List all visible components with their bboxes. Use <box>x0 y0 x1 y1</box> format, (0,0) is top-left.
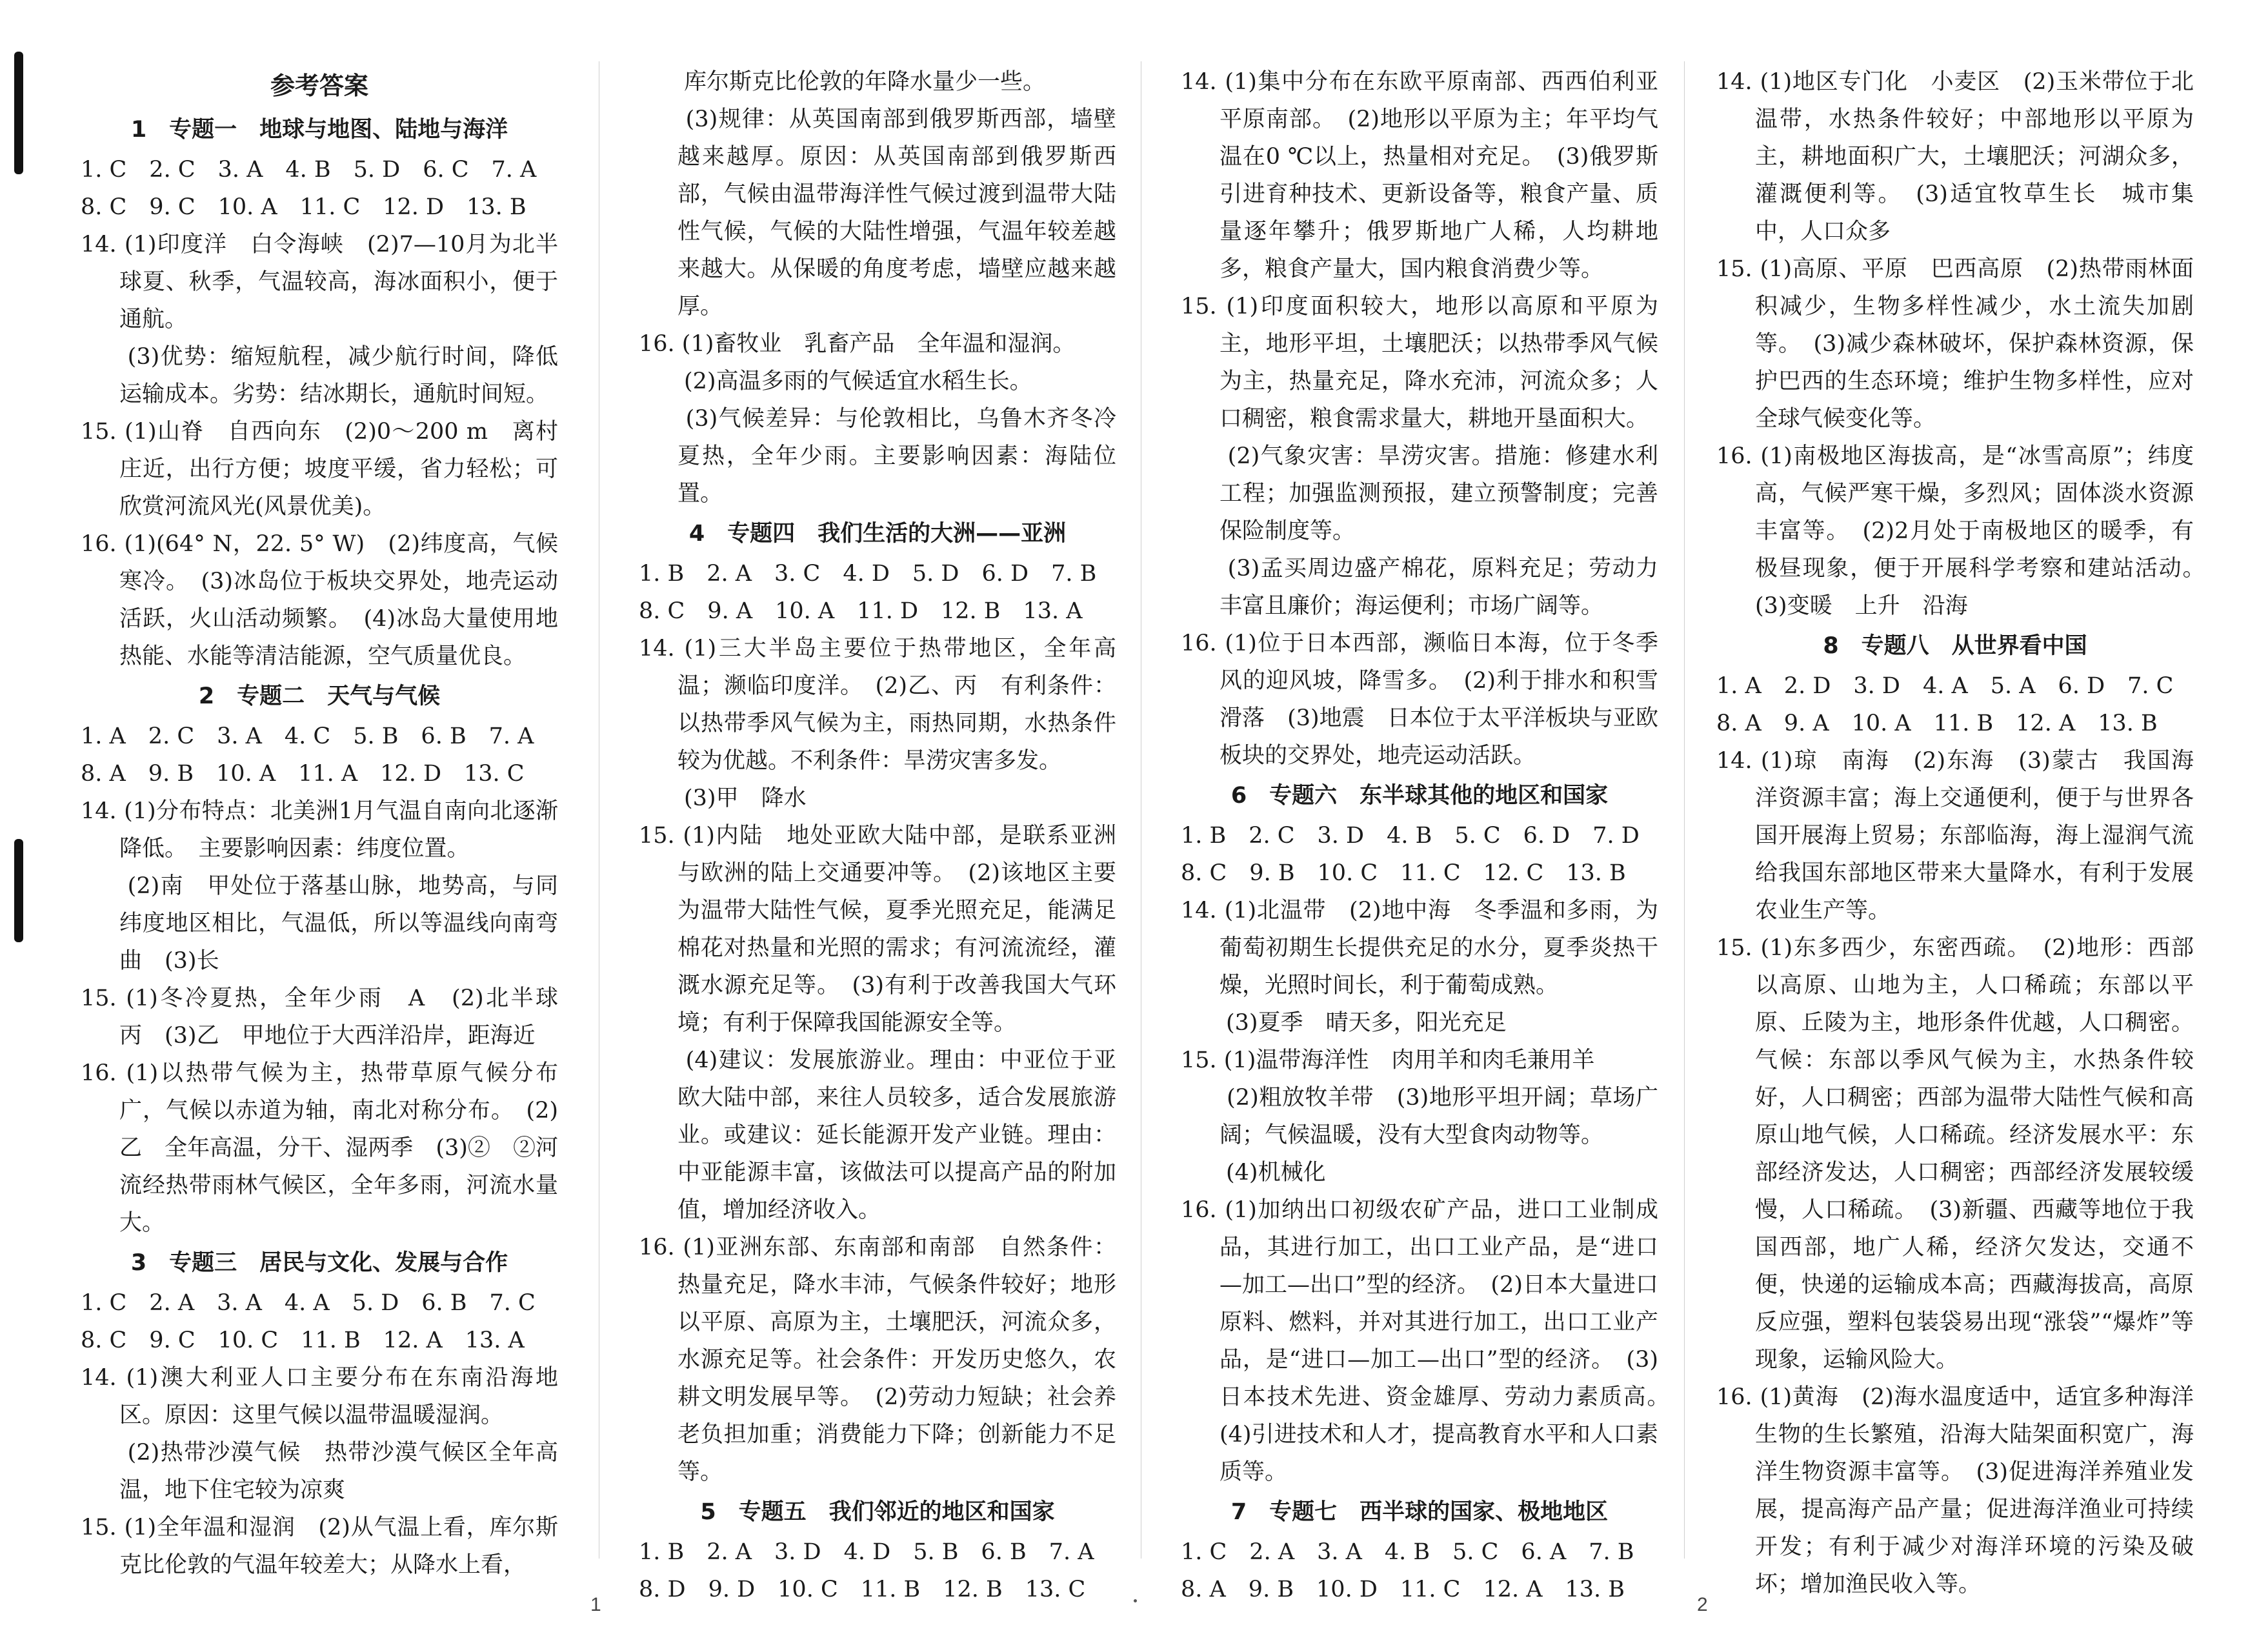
section-heading: 5 专题五 我们邻近的地区和国家 <box>700 1499 1055 1525</box>
answer-paragraph: 14. (1)分布特点：北美洲1月气温自南向北逐渐降低。 主要影响因素：纬度位置。 <box>81 798 558 862</box>
answer-paragraph: 15. (1)东多西少，东密西疏。 (2)地形：西部以高原、山地为主，人口稀疏；东部以平原、丘陵为主，地形条件优越，人口稠密。气候：东部以季风气候为主，水热条件较好，人口稠密；西部为温带大陆性气候和高原山地气候，人口稀疏。经济发展水平：东部经济发达，人口稠密；西部经济发展较缓慢，人口稀疏。 (3)新疆、西藏等地位于我国西部，地广人稀，经济欠发达，交通不便，快递的运输成本高；西藏海拔高，高原反应强，塑料包装袋易出现“涨袋”“爆炸”等现象，运输风险大。 <box>1716 935 2194 1373</box>
section-heading: 8 专题八 从世界看中国 <box>1823 633 2087 659</box>
answer-paragraph: (3)夏季 晴天多，阳光充足 <box>1181 1010 1507 1036</box>
answer-paragraph: 16. (1)亚洲东部、东南部和南部 自然条件：热量充足，降水丰沛，气候条件较好；地形以平原、高原为主，土壤肥沃，河流众多，水源充足等。社会条件：开发历史悠久，农耕文明发展早等。 (2)劳动力短缺；社会养老负担加重；消费能力下降；创新能力不足等。 <box>639 1235 1116 1485</box>
answer-paragraph: 16. (1)加纳出口初级农矿产品，进口工业制成品，其进行加工，出口工业产品，是“进口—加工—出口”型的经济。 (2)日本大量进口原料、燃料，并对其进行加工，出口工业产品，是“进口—加工—出口”型的经济。 (3)日本技术先进、资金雄厚、劳动力素质高。 (4)引进技术和人才，提高教育水平和人口素质等。 <box>1181 1197 1681 1485</box>
answer-paragraph: (3)优势：缩短航程，减少航行时间，降低运输成本。劣势：结冰期长，通航时间短。 <box>81 344 558 407</box>
section-heading: 4 专题四 我们生活的大洲——亚洲 <box>688 521 1067 547</box>
answer-paragraph: (3)规律：从英国南部到俄罗斯西部，墙壁越来越厚。原因：从英国南部到俄罗斯西部，气候由温带海洋性气候过渡到温带大陆性气候，气候的大陆性增强，气温年较差越来越大。从保暖的角度考虑，墙壁应越来越厚。 <box>639 106 1116 319</box>
column-3 <box>1181 63 1681 1602</box>
answer-paragraph: 16. (1)黄海 (2)海水温度适中，适宜多种海洋生物的生长繁殖，沿海大陆架面积宽广，海洋生物资源丰富等。 (3)促进海洋养殖业发展，提高海产品产量；促进海洋渔业可持续开发；有利于减少对海洋环境的污染及破坏；增加渔民收入等。 <box>1716 1384 2194 1597</box>
section-heading: 1 专题一 地球与地图、陆地与海洋 <box>130 117 508 143</box>
answer-paragraph: 16. (1)以热带气候为主，热带草原气候分布广，气候以赤道为轴，南北对称分布。 (2)乙 全年高温，分干、湿两季 (3)② ②河流经热带雨林气候区，全年多雨，河流水量大。 <box>81 1060 558 1236</box>
answer-paragraph: (2)热带沙漠气候 热带沙漠气候区全年高温，地下住宅较为凉爽 <box>81 1440 558 1503</box>
choice-answers-row: 8. A 9. A 10. A 11. B 12. A 13. B <box>1716 711 2158 736</box>
answer-paragraph: (2)高温多雨的气候适宜水稻生长。 <box>639 369 1032 394</box>
choice-answers-row: 1. B 2. A 3. C 4. D 5. D 6. D 7. B <box>639 561 1097 587</box>
answer-paragraph: (3)甲 降水 <box>639 785 807 811</box>
choice-answers-row: 1. B 2. A 3. D 4. D 5. B 6. B 7. A <box>639 1539 1094 1565</box>
answer-paragraph: 15. (1)冬冷夏热，全年少雨 A (2)北半球 丙 (3)乙 甲地位于大西洋沿岸，距海近 <box>81 985 581 1049</box>
section-heading: 7 专题七 西半球的国家、极地地区 <box>1230 1499 1609 1525</box>
answer-paragraph: 14. (1)印度洋 白令海峡 (2)7—10月为北半球夏、秋季，气温较高，海冰面积小，便于通航。 <box>81 232 558 332</box>
column-2 <box>639 63 1116 1602</box>
answer-paragraph: 15. (1)山脊 自西向东 (2)0～200 m 离村庄近，出行方便；坡度平缓，省力轻松；可欣赏河流风光(风景优美)。 <box>81 419 558 520</box>
answer-paragraph: 15. (1)温带海洋性 肉用羊和肉毛兼用羊 <box>1181 1047 1595 1073</box>
answer-paragraph: 16. (1)位于日本西部，濒临日本海，位于冬季风的迎风坡，降雪多。 (2)利于排水和积雪滑落 (3)地震 日本位于太平洋板块与亚欧板块的交界处，地壳运动活跃。 <box>1181 631 1658 769</box>
answer-paragraph: 14. (1)三大半岛主要位于热带地区，全年高温；濒临印度洋。 (2)乙、丙 有利条件：以热带季风气候为主，雨热同期，水热条件较为优越。不利条件：旱涝灾害多发。 <box>639 636 1116 774</box>
answer-paragraph: (2)南 甲处位于落基山脉，地势高，与同纬度地区相比，气温低，所以等温线向南弯曲 (3)长 <box>81 873 558 974</box>
section-heading: 2 专题二 天气与气候 <box>198 683 441 709</box>
answer-paragraph: (2)粗放牧羊带 (3)地形平坦开阔；草场广阔；气候温暖，没有大型食肉动物等。 <box>1181 1085 1658 1148</box>
answer-paragraph: (4)建议：发展旅游业。理由：中亚位于亚欧大陆中部，来往人员较多，适合发展旅游业。或建议：延长能源开发产业链。理由：中亚能源丰富，该做法可以提高产品的附加值，增加经济收入。 <box>639 1047 1116 1223</box>
scan-edge-mark <box>14 839 23 942</box>
choice-answers-row: 1. A 2. C 3. A 4. C 5. B 6. B 7. A <box>81 723 534 749</box>
choice-answers-row: 1. C 2. A 3. A 4. B 5. C 6. A 7. B <box>1181 1539 1634 1565</box>
answer-paragraph: (2)气象灾害：旱涝灾害。措施：修建水利工程；加强监测预报，建立预警制度；完善保险制度等。 <box>1181 443 1658 544</box>
answer-paragraph: 15. (1)全年温和湿润 (2)从气温上看，库尔斯克比伦敦的气温年较差大；从降水上看， <box>81 1515 558 1578</box>
page-number-left: 1 <box>590 1594 601 1615</box>
answer-paragraph: 16. (1)(64° N，22. 5° W) (2)纬度高，气候寒冷。 (3)冰岛位于板块交界处，地壳运动活跃，火山活动频繁。 (4)冰岛大量使用地热能、水能等清洁能源，空气质量优良。 <box>81 531 558 669</box>
answer-paragraph: 14. (1)琼 南海 (2)东海 (3)蒙古 我国海洋资源丰富；海上交通便利，便于与世界各国开展海上贸易；东部临海，海上湿润气流给我国东部地区带来大量降水，有利于发展农业生产等。 <box>1716 748 2194 924</box>
answer-paragraph: 14. (1)北温带 (2)地中海 冬季温和多雨，为葡萄初期生长提供充足的水分，夏季炎热干燥，光照时间长，利于葡萄成熟。 <box>1181 898 1658 998</box>
choice-answers-row: 8. C 9. A 10. A 11. D 12. B 13. A <box>639 598 1083 624</box>
answer-paragraph: 库尔斯克比伦敦的年降水量少一些。 <box>639 69 1046 95</box>
answer-paragraph: (3)气候差异：与伦敦相比，乌鲁木齐冬冷夏热，全年少雨。主要影响因素：海陆位置。 <box>639 406 1116 507</box>
answer-paragraph: 15. (1)高原、平原 巴西高原 (2)热带雨林面积减少，生物多样性减少，水土流失加剧等。 (3)减少森林破坏，保护森林资源，保护巴西的生态环境；维护生物多样性，应对全球气候变化等。 <box>1716 256 2194 432</box>
answer-paragraph: 16. (1)畜牧业 乳畜产品 全年温和湿润。 <box>639 331 1076 357</box>
scan-edge-mark <box>14 52 23 174</box>
section-heading: 6 专题六 东半球其他的地区和国家 <box>1230 783 1609 809</box>
fold-dot <box>1134 1599 1137 1602</box>
section-heading: 3 专题三 居民与文化、发展与合作 <box>130 1250 508 1276</box>
column-1 <box>81 63 581 1578</box>
answer-paragraph: 14. (1)集中分布在东欧平原南部、西西伯利亚平原南部。 (2)地形以平原为主；年平均气温在0 ℃以上，热量相对充足。 (3)俄罗斯引进育种技术、更新设备等，粮食产量、质量逐年攀升；俄罗斯地广人稀，人均耕地多，粮食产量大，国内粮食消费少等。 <box>1181 69 1658 282</box>
answer-paragraph: 15. (1)内陆 地处亚欧大陆中部，是联系亚洲与欧洲的陆上交通要冲等。 (2)该地区主要为温带大陆性气候，夏季光照充足，能满足棉花对热量和光照的需求；有河流流经，灌溉水源充足等。 (3)有利于改善我国大气环境；有利于保障我国能源安全等。 <box>639 823 1116 1036</box>
choice-answers-row: 1. C 2. C 3. A 4. B 5. D 6. C 7. A <box>81 157 537 183</box>
page-number-right: 2 <box>1697 1594 1708 1615</box>
answer-paragraph: (4)机械化 <box>1181 1160 1326 1186</box>
choice-answers-row: 1. C 2. A 3. A 4. A 5. D 6. B 7. C <box>81 1290 536 1316</box>
choice-answers-row: 8. C 9. C 10. A 11. C 12. D 13. B <box>81 194 527 220</box>
answer-key-title: 参考答案 <box>270 72 368 100</box>
choice-answers-row: 8. A 9. B 10. A 11. A 12. D 13. C <box>81 761 525 787</box>
choice-answers-row: 1. A 2. D 3. D 4. A 5. A 6. D 7. C <box>1716 673 2174 699</box>
answer-paragraph: (3)孟买周边盛产棉花，原料充足；劳动力丰富且廉价；海运便利；市场广阔等。 <box>1181 556 1658 619</box>
answer-paragraph: 16. (1)南极地区海拔高，是“冰雪高原”；纬度高，气候严寒干燥，多烈风；固体淡水资源丰富等。 (2)2月处于南极地区的暖季，有极昼现象，便于开展科学考察和建站活动。 (3)变暖 上升 沿海 <box>1716 443 2217 619</box>
choice-answers-row: 8. D 9. D 10. C 11. B 12. B 13. C <box>639 1577 1086 1602</box>
choice-answers-row: 8. C 9. C 10. C 11. B 12. A 13. A <box>81 1328 525 1353</box>
choice-answers-row: 8. A 9. B 10. D 11. C 12. A 13. B <box>1181 1577 1625 1602</box>
column-4 <box>1716 63 2217 1597</box>
answer-paragraph: 14. (1)地区专门化 小麦区 (2)玉米带位于北温带，水热条件较好；中部地形以平原为主，耕地面积广大，土壤肥沃；河湖众多，灌溉便利等。 (3)适宜牧草生长 城市集中，人口众多 <box>1716 69 2194 245</box>
choice-answers-row: 8. C 9. B 10. C 11. C 12. C 13. B <box>1181 860 1626 886</box>
answer-paragraph: 14. (1)澳大利亚人口主要分布在东南沿海地区。原因：这里气候以温带温暖湿润。 <box>81 1365 558 1428</box>
answer-paragraph: 15. (1)印度面积较大，地形以高原和平原为主，地形平坦，土壤肥沃；以热带季风气候为主，热量充足，降水充沛，河流众多；人口稠密，粮食需求量大，耕地开垦面积大。 <box>1181 294 1658 432</box>
column-divider <box>1684 61 1685 1559</box>
choice-answers-row: 1. B 2. C 3. D 4. B 5. C 6. D 7. D <box>1181 823 1640 849</box>
